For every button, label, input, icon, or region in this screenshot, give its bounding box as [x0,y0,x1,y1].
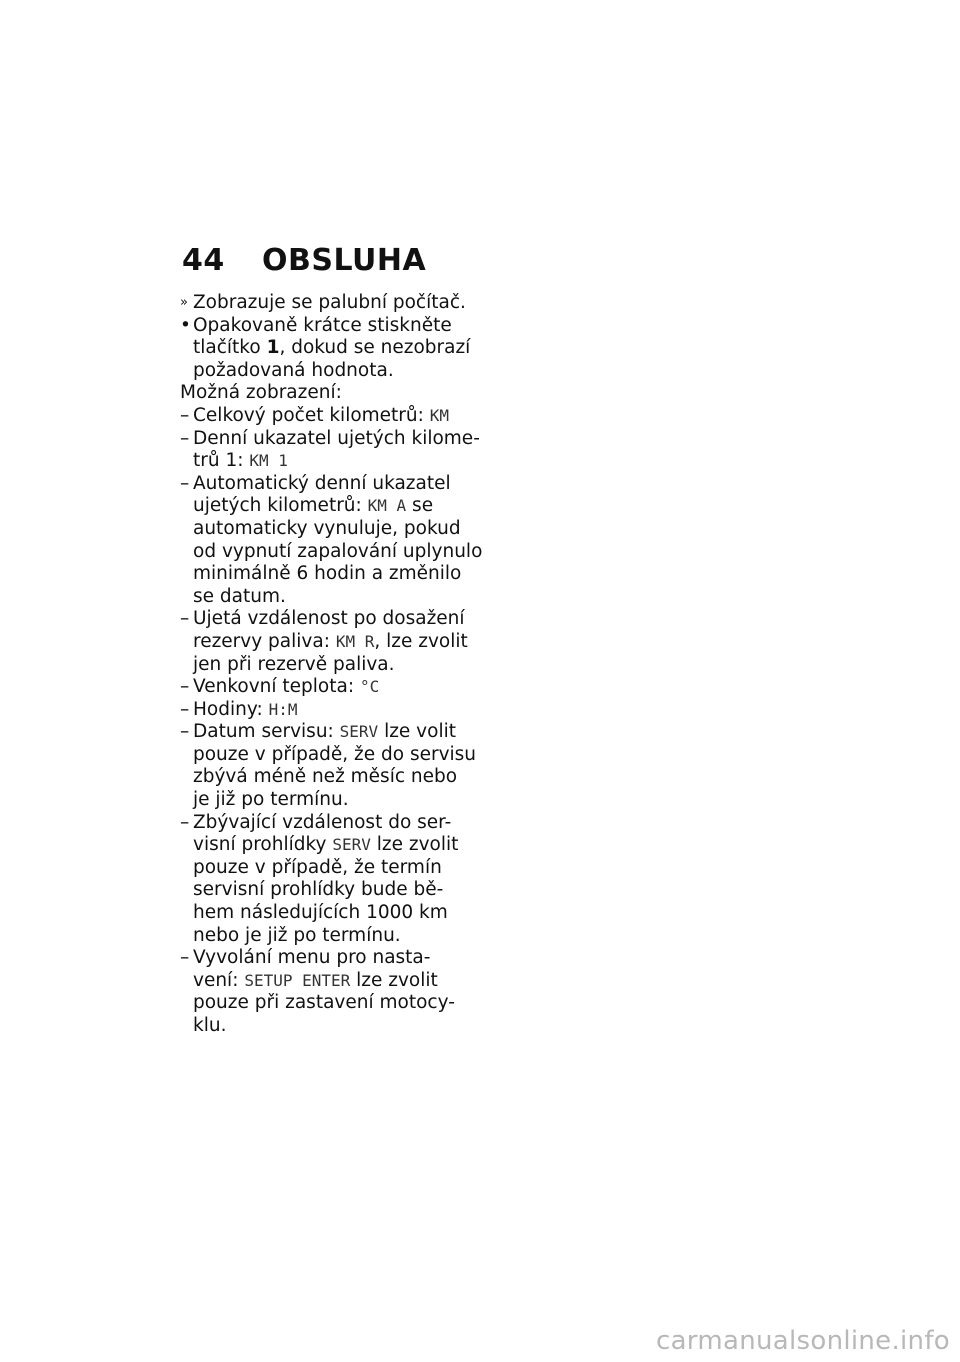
line-text: Možná zobrazení: [180,382,342,404]
list-item: – Datum servisu: SERV lze volit [180,721,456,743]
bullet-icon: • [180,314,191,336]
display-code: SERV [339,722,379,742]
list-item: – Zbývající vzdálenost do ser- [180,811,452,833]
dash-icon: – [180,472,190,494]
display-code: H:M [268,699,298,719]
list-item: – Vyvolání menu pro nasta- [180,947,431,969]
list-item-cont: je již po termínu. [193,789,349,811]
list-item-cont: hem následujících 1000 km [193,902,448,924]
list-item: – Denní ukazatel ujetých kilome- [180,427,480,449]
list-item-cont: zbývá méně než měsíc nebo [193,766,458,788]
display-code: KM R [335,631,375,651]
display-code: KM 1 [249,451,288,471]
list-item: – Automatický denní ukazatel [180,472,451,494]
list-item-cont: jen při rezervě paliva. [193,653,395,675]
dash-icon: – [180,721,190,743]
list-item-cont: klu. [193,1015,227,1036]
list-item-cont: trů 1: KM 1 [193,450,288,472]
result-marker-icon: » [180,295,188,310]
result-line [180,292,470,315]
list-item-cont: pouze při zastavení motocy- [193,992,455,1014]
display-code: SERV [332,835,371,855]
dash-icon: – [180,811,190,833]
dash-icon: – [180,676,190,698]
action-step [180,315,470,338]
dash-icon: – [180,404,190,426]
dash-icon: – [180,427,190,449]
list-item: – Celkový počet kilometrů: KM [180,404,450,426]
list-item-cont: pouze v případě, že termín [193,856,442,878]
line-text: tlačítko [193,337,267,359]
list-item-cont: minimálně 6 hodin a změnilo [193,563,462,585]
line-text: Opakovaně krátce stiskněte [193,314,452,336]
list-item: – Hodiny: H:M [180,698,298,720]
list-item-cont: pouze v případě, že do servisu [193,743,477,765]
list-item-cont: ujetých kilometrů: KM A se [193,495,434,517]
list-item-cont: od vypnutí zapalování uplynulo [193,540,483,562]
list-item-cont: se datum. [193,585,286,607]
line-text: požadovaná hodnota. [193,359,394,381]
page-content [180,292,483,1038]
list-item-cont: servisní prohlídky bude bě- [193,879,444,901]
page-number: 44 [182,243,225,278]
list-item-cont: rezervy paliva: KM R, lze zvolit [193,630,468,652]
list-item-cont: visní prohlídky SERV lze zvolit [193,834,459,856]
display-code: KM A [367,496,407,516]
dash-icon: – [180,698,190,720]
list-intro [180,382,470,405]
list-item-cont: vení: SETUP ENTER lze zvolit [193,969,438,991]
section-title: OBSLUHA [262,243,427,278]
display-code: °C [359,677,380,697]
display-code: SETUP ENTER [244,970,351,990]
page-header [182,243,426,279]
dash-icon: – [180,947,190,969]
button-reference: 1 [266,337,280,359]
watermark-text: carmanualsonline.info [655,1326,950,1356]
dash-icon: – [180,608,190,630]
list-item-cont: automaticky vynuluje, pokud [193,517,461,539]
list-item-cont: nebo je již po termínu. [193,924,401,946]
line-text: , dokud se nezobrazí [279,337,471,359]
display-code: KM [429,405,450,425]
list-item: – Venkovní teplota: °C [180,676,380,698]
line-text: Zobrazuje se palubní počítač. [193,292,466,313]
action-step-cont [180,337,470,360]
action-step-cont [180,360,470,383]
list-item: – Ujetá vzdálenost po dosažení [180,608,465,630]
